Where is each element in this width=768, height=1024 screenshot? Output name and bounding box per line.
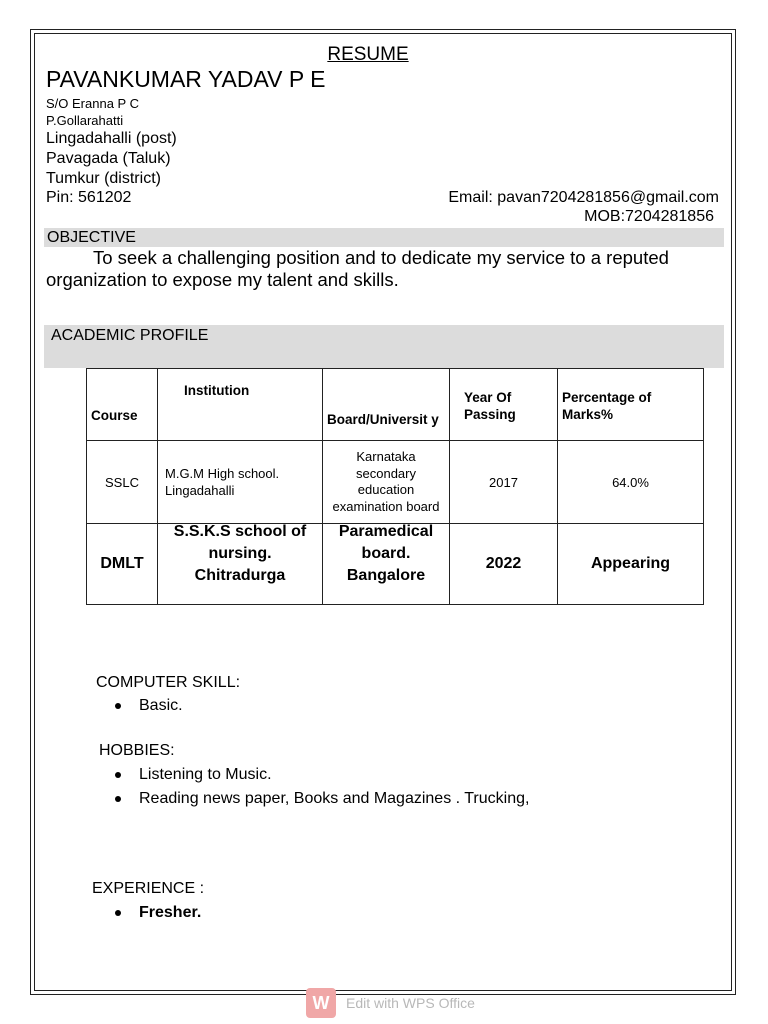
- wps-watermark[interactable]: [306, 988, 475, 1018]
- list-item: Basic.: [96, 696, 183, 720]
- address-line-parent: S/O Eranna P C: [46, 96, 139, 111]
- computer-skill-heading: COMPUTER SKILL:: [96, 674, 241, 691]
- wps-watermark-text: Edit with WPS Office: [346, 995, 475, 1011]
- objective-text: [46, 247, 726, 291]
- table-row: [87, 524, 704, 605]
- cell-percentage: Appearing: [558, 524, 704, 605]
- header-institution: Institution: [158, 369, 323, 441]
- bullet-icon: [115, 703, 121, 709]
- header-course: Course: [87, 369, 158, 441]
- cell-board: Karnataka secondary education examination board: [323, 441, 450, 524]
- academic-table: [86, 368, 704, 605]
- computer-skill-list: [96, 696, 183, 720]
- hobbies-list: [96, 765, 529, 813]
- resume-title: RESUME: [327, 44, 409, 65]
- cell-year: 2022: [450, 524, 558, 605]
- experience-list: [96, 903, 201, 927]
- cell-institution: M.G.M High school. Lingadahalli: [158, 441, 323, 524]
- wps-logo-icon: W: [306, 988, 336, 1018]
- bullet-icon: [115, 796, 121, 802]
- cell-board: Paramedical board. Bangalore: [323, 524, 450, 605]
- list-item: Fresher.: [96, 903, 201, 927]
- cell-year: 2017: [450, 441, 558, 524]
- header-percentage: Percentage of Marks%: [558, 369, 704, 441]
- cell-course: SSLC: [87, 441, 158, 524]
- cell-course: DMLT: [87, 524, 158, 605]
- experience-heading: EXPERIENCE :: [92, 880, 205, 897]
- candidate-name: PAVANKUMAR YADAV P E: [46, 66, 326, 92]
- objective-heading: OBJECTIVE: [47, 229, 136, 246]
- bullet-icon: [115, 910, 121, 916]
- address-line-district: Tumkur (district): [46, 170, 161, 187]
- academic-heading: ACADEMIC PROFILE: [51, 327, 209, 344]
- objective-text-content: To seek a challenging position and to dedicate my service to a reputed organization to expose my talent and skills.: [46, 247, 669, 290]
- cell-percentage: 64.0%: [558, 441, 704, 524]
- hobbies-heading: HOBBIES:: [99, 742, 175, 759]
- bullet-icon: [115, 772, 121, 778]
- address-line-pin: Pin: 561202: [46, 189, 132, 206]
- address-line-post: Lingadahalli (post): [46, 130, 177, 147]
- list-item: Reading news paper, Books and Magazines . Trucking,: [96, 789, 529, 813]
- address-line-taluk: Pavagada (Taluk): [46, 150, 171, 167]
- list-item: Listening to Music.: [96, 765, 529, 789]
- cell-institution: S.S.K.S school of nursing. Chitradurga: [158, 524, 323, 605]
- mobile-text: MOB:7204281856: [584, 208, 714, 225]
- email-text: Email: pavan7204281856@gmail.com: [448, 189, 719, 206]
- academic-table-header: [87, 369, 704, 441]
- objective-heading-bar: [44, 228, 724, 247]
- header-year: Year Of Passing: [450, 369, 558, 441]
- header-board: Board/Universit y: [323, 369, 450, 441]
- table-row: [87, 441, 704, 524]
- address-line-village: P.Gollarahatti: [46, 113, 124, 128]
